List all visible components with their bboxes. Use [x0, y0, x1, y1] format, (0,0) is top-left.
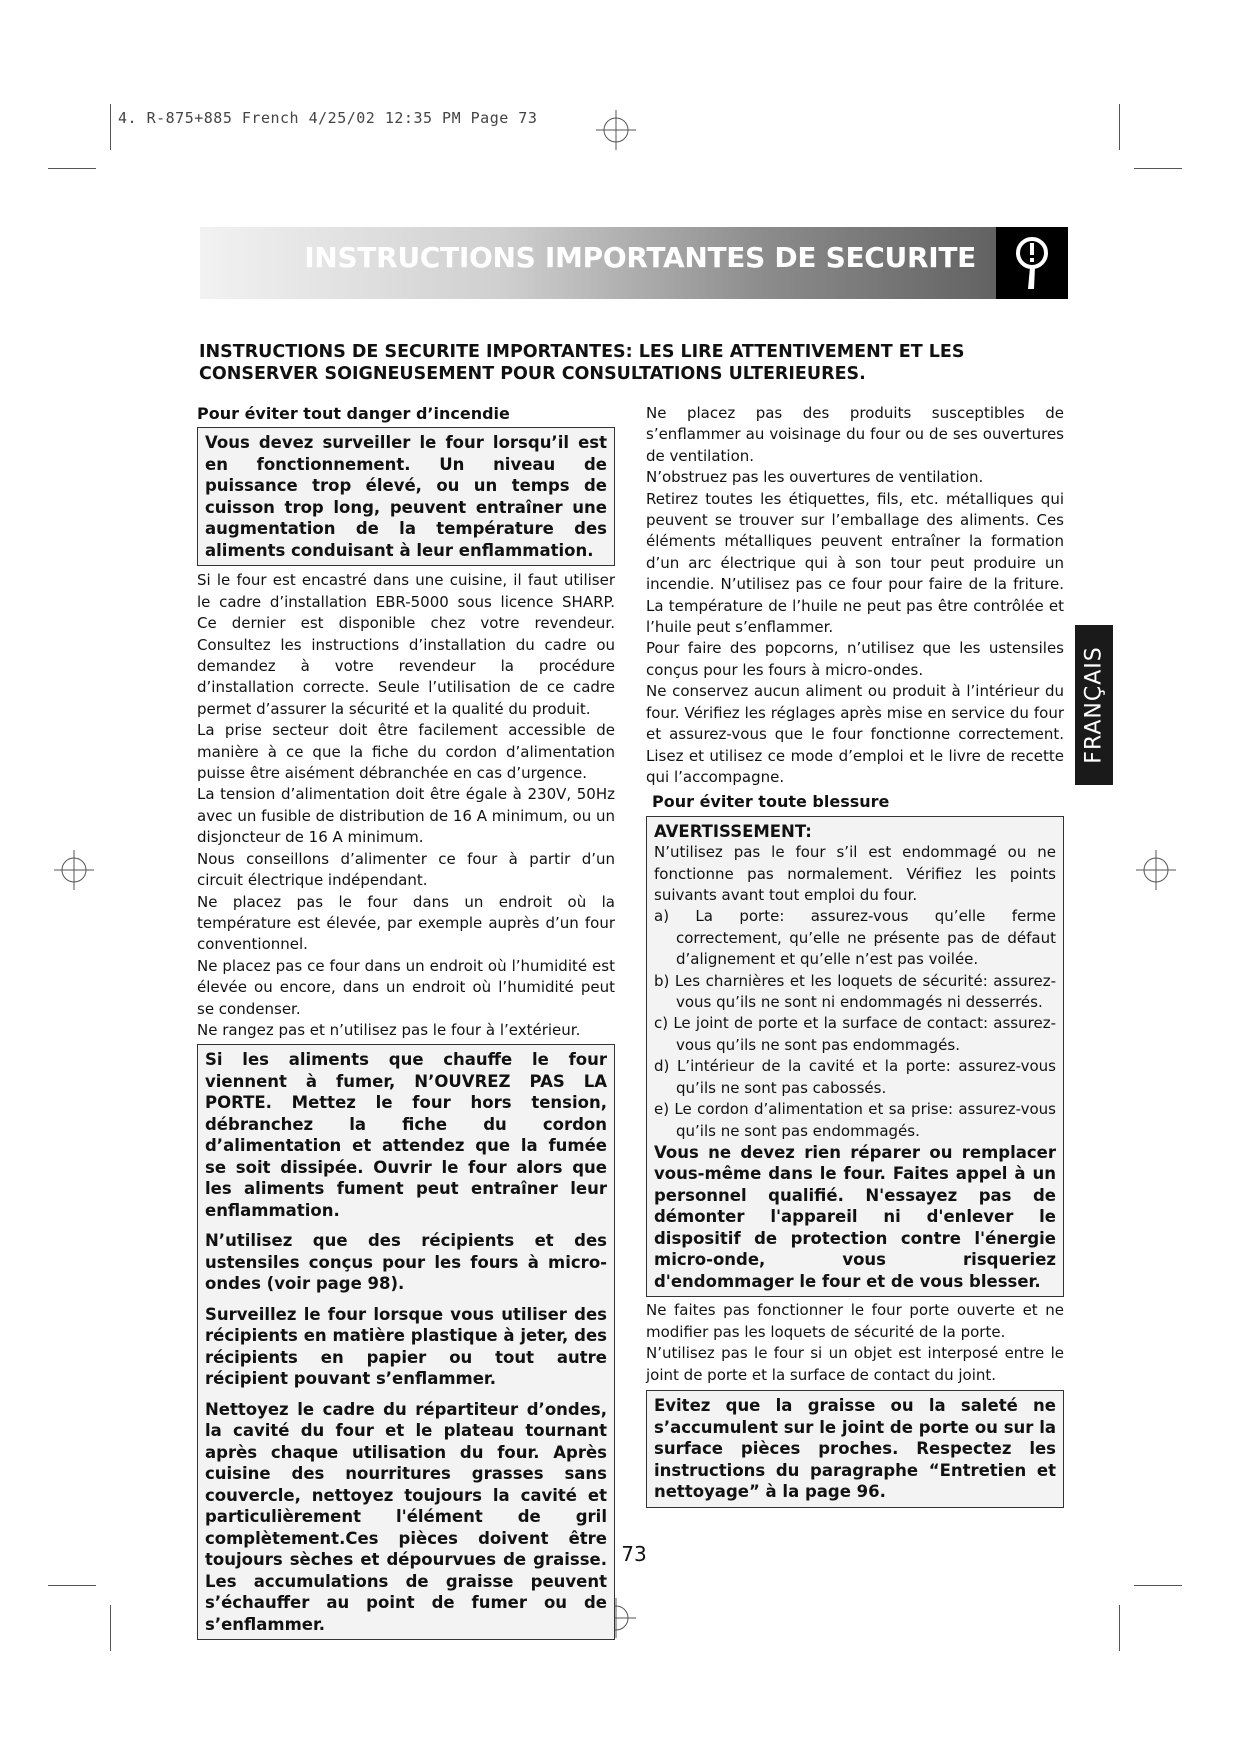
list-item: d) L’intérieur de la cavité et la porte: assurez-vous qu’ils ne sont pas cabossés. [654, 1057, 1056, 1097]
registration-mark-icon [54, 850, 94, 890]
paragraph: Ne rangez pas et n’utilisez pas le four à l’extérieur. [197, 1020, 581, 1039]
paragraph: Pour faire des popcorns, n’utilisez que les ustensiles conçus pour les fours à micro-ondes. [646, 639, 1064, 679]
paragraph: Nous conseillons d’alimenter ce four à partir d’un circuit électrique indépendant. [197, 849, 615, 890]
right-column [646, 403, 1064, 1508]
paragraph: N’utilisez pas le four si un objet est interposé entre le joint de porte et la surface de contact du joint. [646, 1344, 1064, 1384]
registration-mark-icon [1136, 850, 1176, 890]
fire-warning-box: Vous devez surveiller le four lorsqu’il est en fonctionnement. Un niveau de puissance trop élevé, ou un temps de cuisson trop long, peuvent entraîner une augmentation de la température des aliments conduisant à leur enflammation. [197, 427, 615, 566]
box-paragraph: N’utilisez que des récipients et des ustensiles conçus pour les fours à micro-ondes (voir page 98). [205, 1231, 607, 1294]
crop-mark [1134, 1585, 1182, 1586]
warning-closing: Vous ne devez rien réparer ou remplacer vous-même dans le four. Faites appel à un personnel qualifié. N'essayez pas de démonter l'appareil ni d'enlever le dispositif de protection contre l'énergie micro-onde, vous risqueriez d'endommager le four et de vous blesser. [654, 1142, 1056, 1291]
crop-mark [48, 168, 96, 169]
fire-heading: Pour éviter tout danger d’incendie [197, 404, 510, 423]
list-item: b) Les charnières et les loquets de sécurité: assurez-vous qu’ils ne sont ni endommagés ni desserrés. [654, 971, 1056, 1012]
box-paragraph: Nettoyez le cadre du répartiteur d’ondes, la cavité du four et le plateau tournant après chaque utilisation du four. Après cuisine des nourritures grasses sans couvercle, nettoyez toujours la cavité et particulièrement l'élément de gril complètement.Ces pièces doivent être toujours sèches et dépourvues de graisse. Les accumulations de graisse peuvent s’échauffer au point de fumer ou de s’enflammer. [205, 1399, 607, 1634]
registration-mark-icon [596, 110, 636, 150]
warning-box [646, 816, 1064, 1298]
paragraph: Ne conservez aucun aliment ou produit à l’intérieur du four. Vérifiez les réglages après mise en service du four et assurez-vous que le four fonctionne correctement. Lisez et utilisez ce mode d’emploi et le livre de recette qui l’accompagne. [646, 682, 1064, 786]
warning-intro: N’utilisez pas le four s’il est endommagé ou ne fonctionne pas normalement. Vérifiez les points suivants avant tout emploi du four. [654, 843, 1056, 905]
paragraph: La tension d’alimentation doit être égale à 230V, 50Hz avec un fusible de distribution de 16 A minimum, ou un disjoncteur de 16 A minimum. [197, 785, 615, 847]
paragraph: Ne placez pas le four dans un endroit où la température est élevée, par exemple auprès d’un four conventionnel. [197, 892, 615, 954]
list-item: c) Le joint de porte et la surface de contact: assurez-vous qu’ils ne sont pas endommagés. [654, 1014, 1056, 1054]
paragraph: Si le four est encastré dans une cuisine, il faut utiliser le cadre d’installation EBR-5000 sous licence SHARP. Ce dernier est disponible chez votre revendeur. Consultez les instructions d’installation du cadre ou demandez à votre revendeur la procédure d’installation correcte. Seule l’utilisation de ce cadre permet d’assurer la sécurité et la qualité du produit. [197, 571, 615, 718]
grease-warning-box: Evitez que la graisse ou la saleté ne s’accumulent sur le joint de porte ou sur la surface pièces proches. Respectez les instructions du paragraphe “Entretien et nettoyage” à la page 96. [646, 1390, 1064, 1508]
warning-magnifier-icon [996, 227, 1068, 299]
paragraph: Ne placez pas des produits susceptibles de s’enflammer au voisinage du four ou de ses ouvertures de ventilation. [646, 404, 1064, 465]
paragraph: Ne placez pas ce four dans un endroit où l’humidité est élevée ou encore, dans un endroit où l’humidité peut se condenser. [197, 956, 615, 1018]
crop-mark [1119, 1605, 1120, 1651]
warning-title: AVERTISSEMENT: [654, 821, 812, 841]
box-paragraph: Si les aliments que chauffe le four viennent à fumer, N’OUVREZ PAS LA PORTE. Mettez le four hors tension, débranchez la fiche du cordon d’alimentation et attendez que la fumée se soit dissipée. Ouvrir le four alors que les aliments fument peut entraîner leur enflammation. [205, 1050, 607, 1220]
injury-heading: Pour éviter toute blessure [652, 792, 890, 812]
page-title: INSTRUCTIONS IMPORTANTES DE SECURITE [304, 241, 976, 274]
paragraph: Ne faites pas fonctionner le four porte ouverte et ne modifier pas les loquets de sécurité de la porte. [646, 1301, 1064, 1341]
crop-mark [1134, 168, 1182, 169]
box-paragraph: Surveillez le four lorsque vous utiliser des récipients en matière plastique à jeter, des récipients en papier ou tout autre récipient pouvant s’enflammer. [205, 1304, 607, 1389]
list-item: e) Le cordon d’alimentation et sa prise: assurez-vous qu’ils ne sont pas endommagés. [654, 1100, 1056, 1140]
list-item: a) La porte: assurez-vous qu’elle ferme correctement, qu’elle ne présente pas de défaut d’alignement et qu’elle n’est pas voilée. [654, 907, 1056, 969]
language-label: FRANÇAIS [1081, 646, 1107, 764]
crop-mark [110, 1605, 111, 1651]
paragraph: N’obstruez pas les ouvertures de ventilation. [646, 468, 984, 487]
printer-slug: 4. R-875+885 French 4/25/02 12:35 PM Page 73 [118, 109, 538, 127]
intro-heading: INSTRUCTIONS DE SECURITE IMPORTANTES: LES LIRE ATTENTIVEMENT ET LES CONSERVER SOIGNEUSEMENT POUR CONSULTATIONS ULTERIEURES. [199, 342, 965, 384]
crop-mark [110, 104, 111, 150]
crop-mark [1119, 104, 1120, 150]
header-banner [200, 227, 1068, 299]
paragraph: Retirez toutes les étiquettes, fils, etc. métalliques qui peuvent se trouver sur l’emballage des aliments. Ces éléments métalliques peuvent entraîner la formation d’un arc électrique qui à son tour peut produire un incendie. N’utilisez pas ce four pour faire de la friture. La température de l’huile ne peut pas être contrôlée et l’huile peut s’enflammer. [646, 489, 1064, 637]
language-tab [1075, 625, 1113, 785]
page-number: 73 [621, 1542, 647, 1566]
left-column [197, 403, 615, 1640]
crop-mark [48, 1585, 96, 1586]
paragraph: La prise secteur doit être facilement accessible de manière à ce que la fiche du cordon d’alimentation puisse être aisément débranchée en cas d’urgence. [197, 721, 615, 783]
